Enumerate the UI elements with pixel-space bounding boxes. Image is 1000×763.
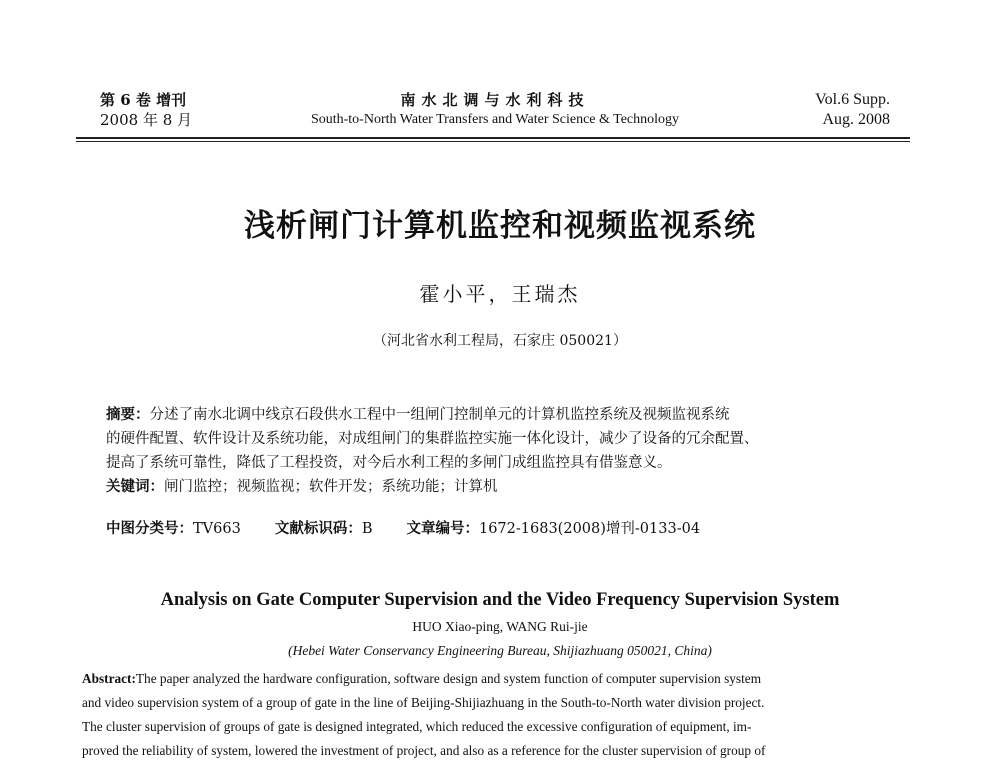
abstract-cn-text: 分述了南水北调中线京石段供水工程中一组闸门控制单元的计算机监控系统及视频监视系统 — [149, 407, 730, 423]
header-date-en: Aug. 2008 — [822, 111, 890, 128]
affiliation-cn: （河北省水利工程局，石家庄 050021） — [373, 333, 627, 349]
header-volume-info-en — [815, 90, 890, 130]
keywords-cn-label: 关键词： — [106, 478, 164, 495]
abstract-en-line: proved the reliability of system, lowered the investment of project, and also as a reference for the cluster supervision of group of — [82, 743, 766, 758]
abstract-en-line: and video supervision system of a group of gate in the line of Beijing-Shijiazhuang in the South-to-North water division project. — [82, 695, 765, 710]
abstract-en-text: The paper analyzed the hardware configuration, software design and system function of computer supervision system — [135, 671, 762, 686]
classification-row — [106, 519, 906, 539]
doc-code-label: 文献标识码： — [274, 520, 362, 537]
abstract-en-label: Abstract: — [82, 671, 136, 686]
paper-title-cn: 浅析闸门计算机监控和视频监视系统 — [244, 208, 756, 244]
abstract-cn-line — [106, 403, 906, 427]
clc-value: TV663 — [193, 521, 241, 537]
abstract-cn-line: 的硬件配置、软件设计及系统功能，对成组闸门的集群监控实施一体化设计，减少了设备的冗余配置、 — [106, 431, 759, 447]
header-journal — [100, 90, 890, 130]
authors-cn: 霍小平，王瑞杰 — [419, 282, 581, 306]
authors-en: HUO Xiao-ping, WANG Rui-jie — [412, 619, 588, 634]
abstract-en-line — [82, 667, 912, 691]
keywords-cn-text: 闸门监控；视频监视；软件开发；系统功能；计算机 — [164, 479, 498, 495]
article-number-value: 1672-1683(2008)增刊-0133-04 — [478, 521, 701, 537]
abstract-en-line: The cluster supervision of groups of gate is designed integrated, which reduced the excessive configuration of equipment, im- — [82, 719, 752, 734]
paper-title-en: Analysis on Gate Computer Supervision and the Video Frequency Supervision System — [160, 590, 840, 610]
journal-name-en: South-to-North Water Transfers and Water Science & Technology — [310, 112, 680, 127]
clc-label: 中图分类号： — [106, 520, 193, 537]
header-date: 2008 年 8 月 — [100, 111, 193, 129]
running-header — [100, 90, 890, 134]
affiliation-en: (Hebei Water Conservancy Engineering Bureau, Shijiazhuang 050021, China) — [288, 643, 712, 658]
header-rule-thin — [76, 141, 910, 142]
header-volume: 第 6 卷 增刊 — [100, 91, 187, 109]
header-volume-en: Vol.6 Supp. — [815, 91, 890, 108]
header-rule-thick — [76, 137, 910, 139]
doc-code-value: B — [361, 521, 373, 537]
journal-name-cn: 南水北调与水利科技 — [400, 91, 590, 109]
article-number-label: 文章编号： — [406, 520, 479, 537]
abstract-cn-line: 提高了系统可靠性，降低了工程投资，对今后水利工程的多闸门成组监控具有借鉴意义。 — [106, 455, 672, 471]
abstract-cn-label: 摘要： — [106, 406, 150, 423]
abstract-en — [82, 667, 912, 763]
abstract-cn — [106, 403, 906, 499]
keywords-cn — [106, 475, 906, 499]
